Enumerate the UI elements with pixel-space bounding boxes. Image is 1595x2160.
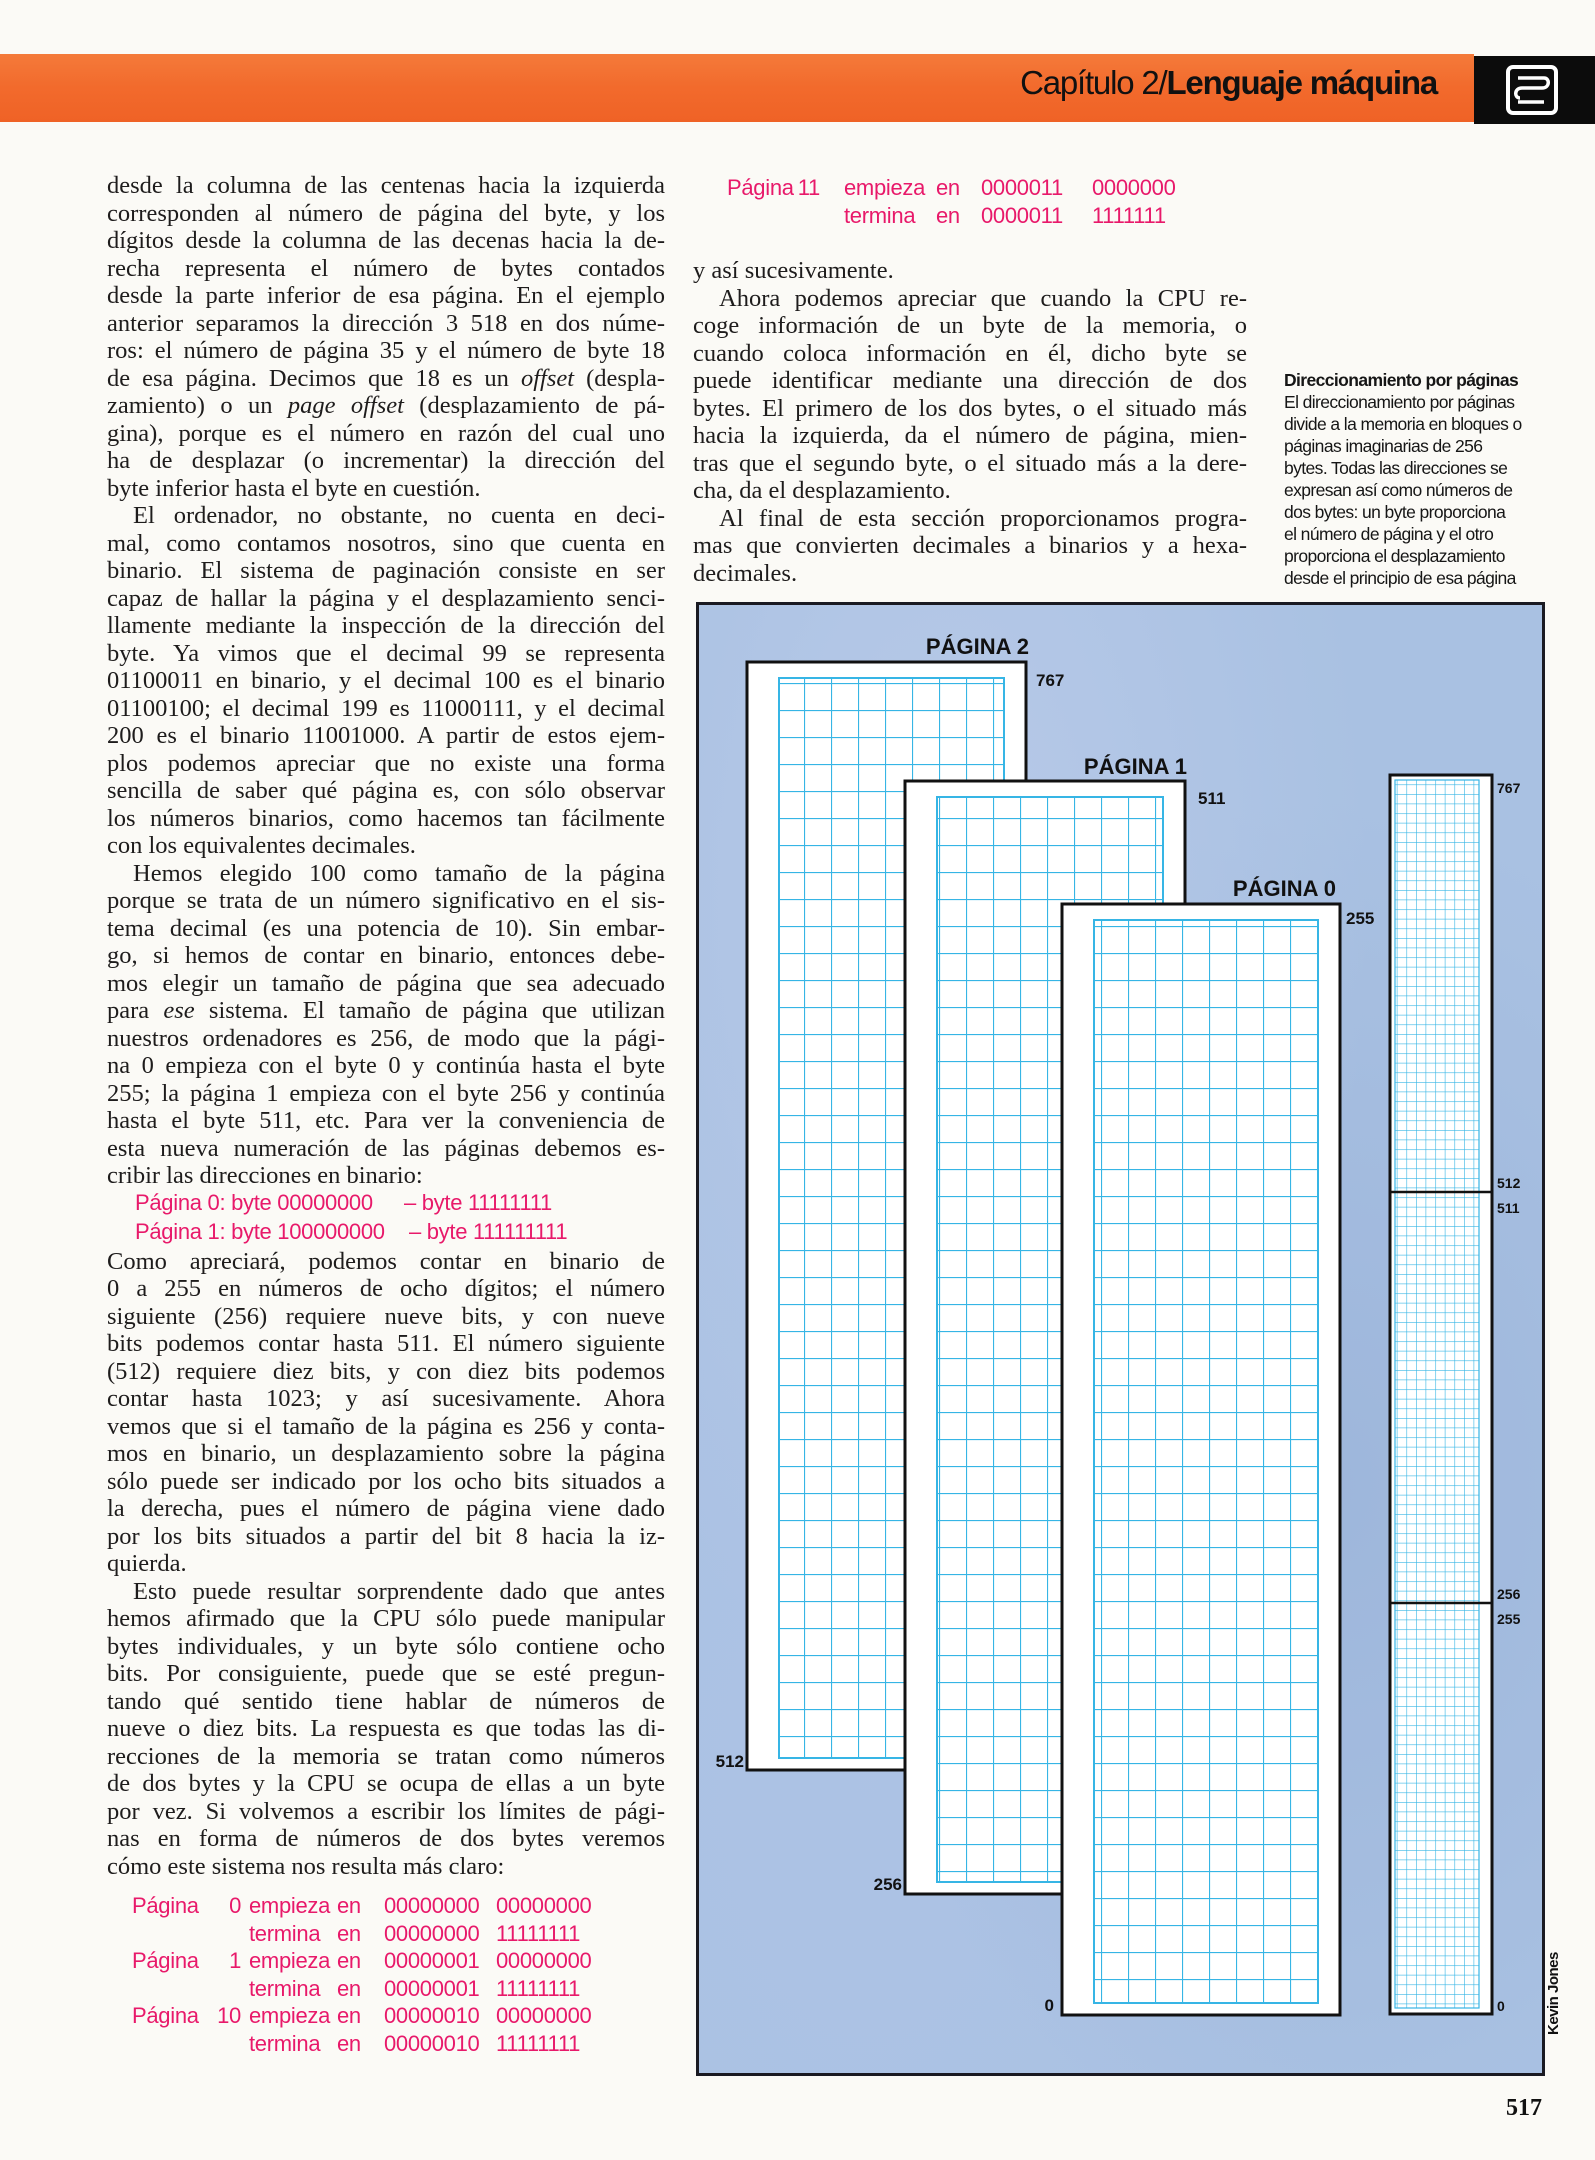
- strip-label-767: 767: [1497, 780, 1521, 796]
- text-line: 01100011 en binario, y el decimal 100 es el binario: [107, 667, 665, 694]
- text-line: 200 es el binario 11001000. A partir de estos ejem-: [107, 722, 665, 749]
- text-line: mos elegir un tamaño de página que sea adecuado: [107, 969, 665, 997]
- text-line: ros: el número de página 35 y el número de byte 18: [107, 337, 665, 364]
- text-line: vemos que si el tamaño de la página es 256 y conta-: [107, 1412, 665, 1440]
- text-line: llamente mediante la inspección de la dirección del: [107, 612, 665, 639]
- en-word: en: [337, 1975, 361, 2001]
- italic-term: ese: [163, 997, 195, 1024]
- low-byte: 0000000: [1092, 175, 1176, 200]
- chapter-title: [1020, 64, 1437, 102]
- text-line: capaz de hallar la página y el desplazamiento senci-: [107, 584, 665, 612]
- text-line: bytes individuales, y un byte sólo contiene ocho: [107, 1632, 665, 1660]
- page-0-top-address: 255: [1346, 909, 1375, 928]
- text-segment: zamiento) o un: [107, 392, 288, 419]
- paragraph: [107, 172, 665, 502]
- text-line: siguiente (256) requiere nueve bits, y con nueve: [107, 1302, 665, 1330]
- high-byte: 0000011: [981, 175, 1063, 200]
- page-boundary-table: [107, 1893, 665, 2063]
- left-paragraphs-a: [107, 172, 665, 1190]
- page-word: Página: [132, 2003, 199, 2028]
- en-word: en: [337, 1920, 361, 1946]
- page-word: Página: [727, 175, 794, 200]
- paragraph: [693, 257, 1247, 285]
- text-line: binario. El sistema de paginación consiste en ser: [107, 557, 665, 584]
- strip-label-511: 511: [1497, 1200, 1520, 1216]
- page-1-top-address: 511: [1198, 789, 1226, 808]
- text-line: El ordenador, no obstante, no cuenta en deci-: [133, 502, 665, 529]
- low-byte: 11111111: [496, 1975, 581, 2001]
- illustration-credit: Kevin Jones: [1545, 1952, 1562, 2035]
- chapter-name: Lenguaje máquina: [1166, 64, 1437, 101]
- high-byte: 00000001: [384, 1975, 480, 2001]
- boundary-word: empieza: [249, 1893, 331, 1918]
- text-line: coge información de un byte de la memoria, o: [693, 312, 1247, 339]
- page-0-label: PÁGINA 0: [1232, 876, 1336, 901]
- text-line: 255; la página 1 empieza con el byte 256 y continúa: [107, 1079, 665, 1107]
- text-line: 0 a 255 en números de ocho dígitos; el número: [107, 1275, 665, 1302]
- text-line: sencilla de saber qué página es, con sólo observar: [107, 777, 665, 804]
- left-column: [107, 172, 665, 2063]
- paragraph: [107, 502, 665, 860]
- text-line: Esto puede resultar sorprendente dado que antes: [133, 1577, 665, 1605]
- text-line: byte inferior hasta el byte en cuestión.: [107, 474, 481, 502]
- text-line: gina), porque es el número en razón del cual uno: [107, 419, 665, 447]
- text-line: nueve o diez bits. La respuesta es que todas las di-: [107, 1715, 665, 1742]
- high-byte: 0000011: [981, 202, 1063, 228]
- text-line: na 0 empieza con el byte 0 y continúa hasta el byte: [107, 1052, 665, 1079]
- paragraph: [107, 860, 665, 1190]
- text-line: por vez. Si volvemos a escribir los límites de pági-: [107, 1797, 665, 1825]
- chapter-icon-box: [1474, 56, 1595, 124]
- paragraph: [693, 505, 1247, 588]
- text-line: mos en binario, un desplazamiento sobre la página: [107, 1440, 665, 1467]
- caption-line: bytes. Todas las direcciones se: [1284, 458, 1508, 478]
- page-2-bottom-address: 512: [715, 1752, 744, 1771]
- text-line: hemos afirmado que la CPU sólo puede manipular: [107, 1605, 665, 1632]
- text-line: sólo puede ser indicado por los ocho bits situados a: [107, 1467, 665, 1495]
- boundary-word: termina: [844, 202, 916, 228]
- text-line: [107, 365, 665, 393]
- low-byte: 11111111: [496, 2030, 581, 2056]
- caption-line: desde el principio de esa página: [1284, 568, 1516, 588]
- middle-paragraphs: [693, 257, 1247, 587]
- text-line: nas en forma de números de dos bytes veremos: [107, 1825, 665, 1852]
- strip-label-255: 255: [1497, 1611, 1521, 1627]
- text-line: byte. Ya vimos que el decimal 99 se representa: [107, 639, 665, 667]
- figure-caption: [1284, 369, 1554, 589]
- boundary-word: termina: [249, 1975, 321, 2001]
- text-line: [107, 997, 665, 1025]
- text-line: go, si hemos de contar en binario, entonces debe-: [107, 942, 665, 969]
- page-number-value: 1: [229, 1948, 241, 1973]
- text-line: Como apreciará, podemos contar en binario de: [107, 1247, 665, 1275]
- text-segment: (desplazamiento de pá-: [403, 392, 665, 419]
- text-line: por los bits situados a partir del bit 8 hacia la iz-: [107, 1522, 665, 1550]
- italic-term: page offset: [287, 392, 404, 419]
- strip-label-0: 0: [1497, 1998, 1505, 2014]
- text-segment: sistema. El tamaño de página que utilizan: [194, 997, 665, 1024]
- text-line: puede identificar mediante una dirección de dos: [693, 367, 1247, 394]
- text-line: plos podemos apreciar que no existe una forma: [107, 749, 665, 777]
- caption-line: dos bytes: un byte proporciona: [1284, 502, 1506, 522]
- text-line: anterior separamos la dirección 3 518 en dos núme-: [107, 309, 665, 337]
- en-word: en: [337, 2003, 361, 2028]
- range-end: – byte 11111111: [404, 1189, 552, 1215]
- strip-label-256: 256: [1497, 1586, 1521, 1602]
- text-line: esta nueva numeración de las páginas debemos es-: [107, 1134, 665, 1162]
- text-line: la derecha, pues el número de página viene dado: [107, 1495, 665, 1522]
- low-byte: 00000000: [496, 2003, 592, 2028]
- text-line: mas que convierten decimales a binarios y a hexa-: [693, 532, 1247, 559]
- text-line: hacia la izquierda, da el número de página, mien-: [693, 422, 1247, 449]
- page-2-top-address: 767: [1036, 671, 1065, 690]
- low-byte: 1111111: [1092, 202, 1166, 228]
- italic-term: offset: [520, 364, 575, 392]
- text-line: porque se trata de un número significativo en el sis-: [107, 887, 665, 914]
- text-line: tras que el segundo byte, o el situado más a la dere-: [693, 449, 1247, 477]
- text-line: decimales.: [693, 559, 798, 587]
- high-byte: 00000000: [384, 1893, 480, 1918]
- high-byte: 00000001: [384, 1948, 480, 1973]
- left-paragraphs-b: [107, 1248, 665, 1881]
- page-word: Página: [132, 1893, 199, 1918]
- boundary-word: empieza: [844, 175, 926, 200]
- chapter-number: Capítulo 2/: [1020, 64, 1167, 101]
- caption-line: divide a la memoria en bloques o: [1284, 414, 1522, 434]
- text-line: desde la columna de las centenas hacia la izquierda: [107, 172, 665, 199]
- memory-strip-grid: [1395, 780, 1479, 2008]
- en-word: en: [936, 202, 960, 228]
- page-1-label: PÁGINA 1: [1083, 754, 1187, 779]
- page-0-grid: [1094, 920, 1318, 2003]
- strip-label-512: 512: [1497, 1175, 1521, 1191]
- text-line: hasta el byte 511, etc. Para ver la conveniencia de: [107, 1107, 665, 1134]
- text-line: dígitos desde la columna de las decenas hacia la de-: [107, 227, 665, 254]
- text-line: cuando coloca información en él, dicho byte se: [693, 339, 1247, 367]
- text-line: bits. Por consiguiente, puede que se esté pregun-: [107, 1660, 665, 1687]
- range-start: Página 1: byte 100000000: [135, 1218, 385, 1244]
- text-line: bytes. El primero de los dos bytes, o el situado más: [693, 394, 1247, 422]
- text-line: quierda.: [107, 1550, 187, 1577]
- en-word: en: [337, 1893, 361, 1918]
- text-line: mal, como contamos nosotros, sino que cuenta en: [107, 529, 665, 557]
- text-segment: de esa página. Decimos que 18 es un: [107, 364, 521, 392]
- paragraph: [693, 285, 1247, 505]
- caption-line: proporciona el desplazamiento: [1284, 546, 1505, 566]
- chapter-icon: [1504, 64, 1560, 116]
- middle-column: [693, 175, 1247, 587]
- text-segment: para: [107, 997, 164, 1024]
- caption-line: expresan así como números de: [1284, 480, 1513, 500]
- page-0-block: [1045, 876, 1375, 2015]
- caption-title: Direccionamiento por páginas: [1284, 370, 1519, 390]
- paragraph: [107, 1248, 665, 1578]
- page-2-label: PÁGINA 2: [925, 634, 1029, 659]
- high-byte: 00000010: [384, 2003, 480, 2028]
- paging-diagram-svg: [696, 602, 1545, 2076]
- text-line: (512) requiere diez bits, y con diez bits podemos: [107, 1357, 665, 1385]
- text-line: de dos bytes y la CPU se ocupa de ellas a un byte: [107, 1770, 665, 1797]
- low-byte: 00000000: [496, 1893, 592, 1918]
- text-line: corresponden al número de página del byte, y los: [107, 199, 665, 227]
- boundary-word: empieza: [249, 2003, 331, 2028]
- text-line: contar hasta 1023; y así sucesivamente. Ahora: [107, 1385, 665, 1412]
- low-byte: 00000000: [496, 1948, 592, 1973]
- text-line: con los equivalentes decimales.: [107, 832, 416, 859]
- boundary-word: empieza: [249, 1948, 331, 1973]
- text-line: cribir las direcciones en binario:: [107, 1162, 423, 1189]
- text-line: desde la parte inferior de esa página. En el ejemplo: [107, 282, 665, 309]
- range-start: Página 0: byte 00000000: [135, 1189, 373, 1215]
- page-number-value: 10: [217, 2003, 241, 2028]
- memory-strip: [1390, 775, 1521, 2014]
- text-line: bits podemos contar hasta 511. El número siguiente: [107, 1330, 665, 1357]
- en-word: en: [936, 175, 960, 200]
- caption-line: páginas imaginarias de 256: [1284, 436, 1483, 456]
- en-word: en: [337, 2030, 361, 2056]
- caption-line: el número de página y el otro: [1284, 524, 1494, 544]
- text-line: ha de desplazar (o incrementar) la dirección del: [107, 447, 665, 474]
- range-end: – byte 111111111: [409, 1218, 568, 1244]
- text-line: [107, 392, 665, 420]
- text-line: 01100100; el decimal 199 es 11000111, y el decimal: [107, 694, 665, 722]
- low-byte: 11111111: [496, 1920, 581, 1946]
- caption-line: El direccionamiento por páginas: [1284, 392, 1515, 412]
- page-word: Página: [132, 1948, 199, 1973]
- page-number: 517: [1506, 2095, 1542, 2121]
- high-byte: 00000000: [384, 1920, 480, 1946]
- paging-diagram: [696, 602, 1545, 2076]
- text-line: tema decimal (es una potencia de 10). Sin embar-: [107, 914, 665, 942]
- boundary-word: termina: [249, 2030, 321, 2056]
- page-0-bottom-address: 0: [1044, 1996, 1054, 2015]
- text-line: cha, da el desplazamiento.: [693, 477, 951, 504]
- page-number-value: 0: [229, 1893, 241, 1918]
- page-1-bottom-address: 256: [873, 1875, 902, 1894]
- text-line: tando qué sentido tiene hablar de números de: [107, 1687, 665, 1715]
- paragraph: [107, 1578, 665, 1881]
- boundary-word: termina: [249, 1920, 321, 1946]
- text-line: nuestros ordenadores es 256, de modo que la pági-: [107, 1024, 665, 1052]
- text-line: los números binarios, como hacemos tan fácilmente: [107, 804, 665, 832]
- text-line: Hemos elegido 100 como tamaño de la página: [133, 859, 665, 887]
- text-line: Ahora podemos apreciar que cuando la CPU re-: [719, 284, 1247, 312]
- en-word: en: [337, 1948, 361, 1973]
- page-range-listing: [107, 1190, 665, 1248]
- high-byte: 00000010: [384, 2030, 480, 2056]
- text-line: recciones de la memoria se tratan como números: [107, 1742, 665, 1770]
- page-number-value: 11: [797, 175, 820, 200]
- text-line: recha representa el número de bytes contados: [107, 254, 665, 282]
- page-11-boundary-table: [693, 175, 1251, 257]
- text-line: cómo este sistema nos resulta más claro:: [107, 1852, 505, 1880]
- text-line: Al final de esta sección proporcionamos progra-: [719, 504, 1247, 532]
- text-line: y así sucesivamente.: [693, 257, 894, 284]
- text-segment: (despla-: [574, 364, 665, 392]
